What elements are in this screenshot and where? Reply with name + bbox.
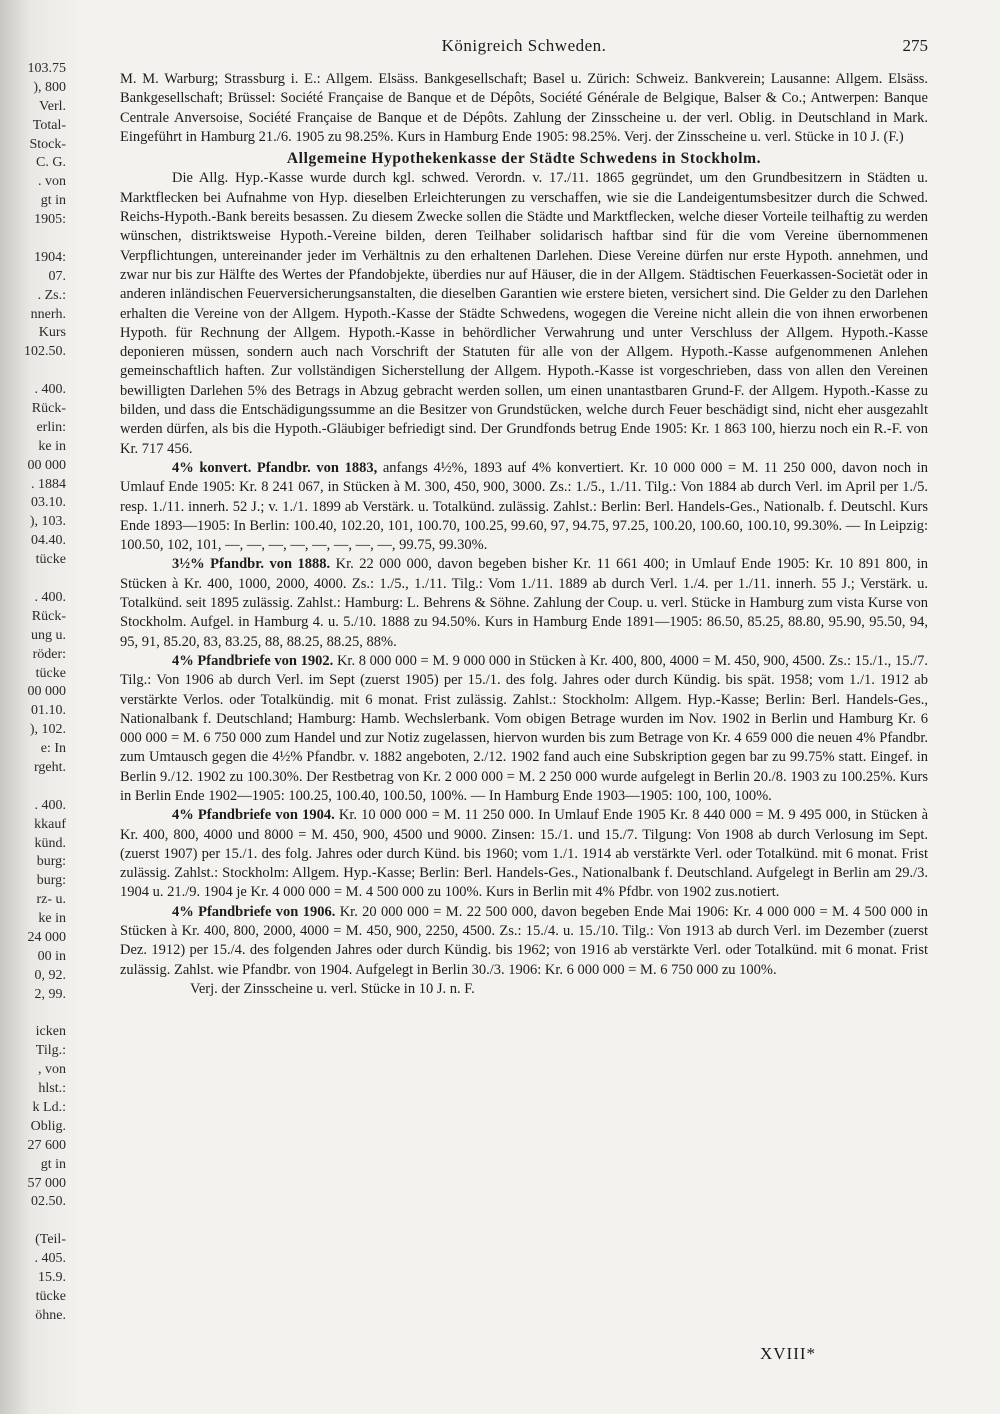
- margin-fragment: Tilg.:: [35, 1043, 66, 1059]
- loan-text: Kr. 22 000 000, davon begeben bisher Kr. 11 661 400; in Umlauf Ende 1905: Kr. 10 891 800, in Stücken à Kr. 400, 1000, 2000, 4000. Zs.: 1./5., 1./11. Tilg.: Vom 1./11. 1889 ab durch Verl. 1./4. per 1./11. innerh. 55 J.; Verstärk. u. Totalkünd. seit 1895 zulässig. Zahlst.: Hamburg: L. Behrens & Söhne. Zahlung der Coup. u. verl. Stücke in Hamburg zum vista Kurse von Stockholm. Aufgel. in Hamburg 4. u. 5./10. 1888 zu 94.50%. Kurs in Hamburg Ende 1891—1905: 86.50, 85.25, 88.80, 95.90, 95.50, 94, 95, 91, 85.20, 83, 83.25, 88, 88.25, 88.25, 88%.: [120, 556, 928, 650]
- signature-mark: XVIII*: [760, 1344, 817, 1363]
- margin-fragment: e: In: [40, 741, 66, 757]
- loan-heading: 3½% Pfandbr. von 1888.: [172, 556, 331, 573]
- margin-fragment: [0, 1212, 66, 1231]
- intro-paragraph: M. M. Warburg; Strassburg i. E.: Allgem. Elsäss. Bankgesellschaft; Basel u. Zürich: Schweiz. Bankverein; Lausanne: Allgem. Elsäss. Bankgesellschaft; Brüssel: Société Française de Banque et de Dépôts, Société Générale de Belgique, Balser & Co.; Antwerpen: Banque Centrale Anversoise, Société Française de Banque et de Dépôts. Zahlung der Zinsscheine u. der verl. Oblig. in Deutschland in Mark. Eingeführt in Hamburg 21./6. 1905 zu 98.25%. Kurs in Hamburg Ende 1905: 98.25%. Verj. der Zinsscheine u. verl. Stücke in 10 J. (F.): [120, 71, 928, 145]
- loan-text: Kr. 10 000 000 = M. 11 250 000. In Umlauf Ende 1905 Kr. 8 440 000 = M. 9 495 000, in Stücken à Kr. 400, 800, 4000 und 8000 = M. 450, 900, 4500 und 9000. Zinsen: 15./1. und 15./7. Tilgung: Von 1908 ab durch Verlosung im Sept. (zuerst 1907) per 15./1. des folg. Jahres oder durch Künd. bis 1960; vom 1./1. 1914 ab verstärkte Verl. oder Totalkünd. mit 6 monat. Frist zulässig. Zahlst.: Stockholm: Allgem. Hyp.-Kasse; Berlin: Berl. Handels-Ges., Nationalbank f. Deutschland. Aufgelegt in Berlin am 29./3. 1904 u. 21./9. 1904 je Kr. 4 000 000 = M. 4 500 000 zu 100%. Kurs in Berlin mit 4% Pfdbr. von 1902 zus.notiert.: [120, 807, 928, 901]
- margin-fragment: öhne.: [35, 1307, 66, 1323]
- margin-fragment: . 400.: [34, 589, 66, 605]
- loan-entry: [120, 459, 928, 555]
- margin-fragment: ), 102.: [29, 722, 66, 738]
- margin-fragment: C. G.: [36, 155, 66, 171]
- margin-fragment: hlst.:: [38, 1081, 66, 1097]
- margin-fragment: k Ld.:: [32, 1099, 66, 1115]
- loan-text: anfangs 4½%, 1893 auf 4% konvertiert. Kr. 10 000 000 = M. 11 250 000, davon noch in Umlauf Ende 1905: Kr. 8 241 067, in Stücken à M. 300, 450, 900, 3000. Zs.: 1./5., 1./11. Tilg.: Von 1884 ab durch Verl. im April per 1./5. resp. 1./11. innerh. 52 J.; v. 1./1. 1899 ab Verstärk. u. Totalkünd. zulässig. Zahlst.: Berlin: Berl. Handels-Ges., Nationalb. f. Deutschl. Kurs Ende 1893—1905: In Berlin: 100.40, 102.20, 101, 100.70, 100.25, 99.60, 97, 94.75, 97.25, 100.20, 100.60, 100.10, 99.30%. — In Leipzig: 100.50, 102, 101, —, —, —, —, —, —, —, —, 99.75, 99.30%.: [120, 459, 928, 554]
- closing-note: Verj. der Zinsscheine u. verl. Stücke in 10 J. n. F.: [190, 980, 475, 997]
- margin-fragment: erlin:: [36, 419, 66, 435]
- margin-fragment: rgeht.: [33, 759, 66, 775]
- loan-entry: [120, 806, 928, 902]
- running-title: Königreich Schweden.: [441, 36, 607, 55]
- margin-fragment: [0, 570, 66, 589]
- loan-text: Kr. 8 000 000 = M. 9 000 000 in Stücken à Kr. 400, 800, 4000 = M. 450, 900, 4500. Zs.: 15./1., 15./7. Tilg.: Von 1906 ab durch Verl. im Sept (zuerst 1905) per 15./1. des folg. Jahres oder durch Kündig. bis spät. 1958; vom 1./1. 1912 ab verstärkte Verlos. oder Totalkündig. mit 6 monat. Frist zulässig. Zahlst.: Stockholm: Allgem. Hyp.-Kasse; Berlin: Berl. Handels-Ges., Nationalbank f. Deutschland; Hamburg: Hamb. Wechslerbank. Vom obigen Betrage wurden im Nov. 1902 in Berlin und Hamburg Kr. 6 000 000 = M. 6 750 000 zum Handel und zur Notiz zugelassen, hiervon wurden bis zum Betrage von Kr. 4 659 000 die neuen 4% Pfandbr. zum Umtausch gegen die 4½% Pfandbr. v. 1882 angeboten, 2./12. 1902 fand auch eine Subskription gegen bar zu 99.75% statt. Eingef. in Berlin 9./12. 1902 zu 100.30%. Der Restbetrag von Kr. 2 000 000 = M. 2 250 000 wurde aufgelegt in Berlin 20./8. 1903 zu 100.25%. Kurs in Berlin Ende 1902—1905: 100.25, 100.40, 100.50, 100%. — In Hamburg Ende 1903—1905: 100, 100, 100%.: [120, 652, 929, 804]
- margin-fragment: nnerh.: [30, 306, 66, 322]
- margin-fragment: Stock-: [29, 136, 66, 152]
- page-number: 275: [902, 36, 928, 55]
- margin-fragment: [0, 1005, 66, 1024]
- margin-fragment: (Teil-: [35, 1232, 66, 1248]
- margin-fragment: 1905:: [34, 212, 66, 228]
- margin-fragment: 103.75: [27, 61, 66, 76]
- loan-heading: 4% Pfandbriefe von 1904.: [172, 807, 335, 824]
- margin-fragment: 00 000: [27, 457, 66, 473]
- margin-fragment: burg:: [36, 854, 66, 870]
- margin-fragment: 102.50.: [24, 344, 66, 360]
- margin-fragment: kkauf: [34, 816, 66, 832]
- margin-fragment: 02.50.: [31, 1194, 66, 1210]
- margin-fragment: 00 in: [37, 948, 66, 964]
- margin-fragment: tücke: [35, 552, 66, 568]
- loan-heading: 4% Pfandbriefe von 1906.: [172, 903, 336, 920]
- loan-heading: 4% konvert. Pfandbr. von 1883,: [172, 459, 378, 476]
- margin-fragment: . Zs.:: [37, 287, 66, 303]
- margin-fragment: 0, 92.: [34, 967, 66, 983]
- margin-fragment: Total-: [32, 117, 66, 133]
- margin-fragment: 2, 99.: [34, 986, 66, 1002]
- margin-fragment: [0, 778, 66, 797]
- margin-fragment: Oblig.: [30, 1118, 66, 1134]
- margin-fragment: röder:: [32, 646, 66, 662]
- margin-fragment: ke in: [38, 911, 66, 927]
- loan-entry: [120, 555, 928, 651]
- margin-fragment: Rück-: [31, 608, 66, 624]
- margin-fragment: 1904:: [34, 249, 66, 265]
- margin-fragment: Rück-: [31, 401, 66, 417]
- loan-text: Kr. 20 000 000 = M. 22 500 000, davon begeben Ende Mai 1906: Kr. 4 000 000 = M. 4 500 000 in Stücken à Kr. 400, 800, 2000, 4000 = M. 450, 900, 2250, 4500. Zs.: 15./4. u. 15./10. Tilg.: Von 1913 ab durch Verl. im Dezember (zuerst Dez. 1912) per 15./4. des folgenden Jahres oder durch Kündig. bis 1962; von 1916 ab verstärkte Verl. oder Totalkünd. mit 6 monat. Frist zulässig. Zahlst. wie Pfandbr. von 1904. Aufgelegt in Berlin 30./3. 1906: Kr. 6 000 000 = M. 6 750 000 zu 100%.: [120, 903, 929, 978]
- margin-fragment: . 400.: [34, 382, 66, 398]
- margin-fragment: . 405.: [34, 1251, 66, 1267]
- margin-fragment: rz- u.: [36, 892, 66, 908]
- margin-fragment: . 400.: [34, 797, 66, 813]
- margin-fragment: ung u.: [31, 627, 66, 643]
- margin-fragment: tücke: [35, 1288, 66, 1304]
- margin-fragment: 15.9.: [38, 1270, 66, 1285]
- margin-fragment: ke in: [38, 438, 66, 454]
- section-body-paragraph: Die Allg. Hyp.-Kasse wurde durch kgl. schwed. Verordn. v. 17./11. 1865 gegründet, um den Grundbesitzern in Städten u. Marktflecken bei Aufnahme von Hyp. dieselben Erleichterungen zu verschaffen, wie sie die Landeigentumsbesitzer durch die Schwed. Reichs-Hypoth.-Bank bereits besassen. Zu diesem Zwecke sollen die Städte und Marktflecken, welche dieser Vorteile teilhaftig zu werden wünschen, distriktsweise Hypoth.-Vereine bilden, deren Teilhaber solidarisch haftbar sind für die vom Vereine übernommenen Verpflichtungen, untereinander jeder im Verhältnis zu den erhaltenen Darlehen. Diese Vereine dürfen nur erste Hypoth. annehmen, und zwar nur bis zur Hälfte des Wertes der Pfandobjekte, überdies nur auf Häuser, die in der Allgem. Städtischen Feuerkassen-Societät oder in anderen inländischen Feuerversicherungsanstalten, die dieselben Garantien wie erstere bieten, versichert sind. Die Gelder zu den Darlehen erhalten die Vereine von der Allgem. Hypoth.-Kasse der Städte Schwedens, wogegen die Vereine nicht allein die von ihnen erworbenen Hypoth. für Rechnung der Allgem. Hypoth.-Kasse in behördlicher Verwahrung und unter Verschluss der Allgem. Hypoth.-Kasse deponieren müssen, sondern auch nach Vorschrift der Statuten für alle von der Allgem. Hypoth.-Kasse aufgenommenen Anlehen gemeinschaftlich haften. Zur vollständigen Sicherstellung der Allgem. Hypoth.-Kasse ist vorgeschrieben, dass von allen den Vereinen bewilligten Darlehen 5% des Betrags in Abzug gebracht werden sollen, um einen unantastbaren Grund-F. der Allgem. Hypoth.-Kasse zu bilden, und dass die Entschädigungssumme an die Besitzer von Grundstücken, welche durch Feuer beschädigt sind, nicht eher ausgezahlt werden dürfen, als bis die Hypoth.-Gläubiger befriedigt sind. Der Grundfonds betrug Ende 1905: Kr. 1 863 100, hierzu noch ein R.-F. von Kr. 717 456.: [120, 170, 928, 457]
- margin-fragment: [0, 362, 66, 381]
- margin-fragment: 07.: [48, 268, 66, 284]
- margin-fragment: 04.40.: [31, 533, 66, 549]
- margin-fragment: 00 000: [27, 684, 66, 700]
- margin-fragment: . 1884: [31, 476, 66, 492]
- margin-fragment: 57 000: [27, 1175, 66, 1191]
- margin-fragment: künd.: [34, 835, 66, 851]
- margin-fragment: , von: [38, 1062, 66, 1078]
- section-heading: Allgemeine Hypothekenkasse der Städte Schwedens in Stockholm.: [286, 150, 762, 168]
- loan-entry: [120, 652, 928, 806]
- margin-fragment: Kurs: [38, 325, 66, 341]
- margin-fragment: burg:: [36, 873, 66, 889]
- margin-fragment: ), 103.: [29, 514, 66, 530]
- margin-fragment: ), 800: [33, 79, 66, 95]
- margin-fragment: gt in: [40, 193, 66, 209]
- loan-entries: [120, 459, 928, 980]
- margin-fragment: 24 000: [27, 929, 66, 945]
- loan-heading: 4% Pfandbriefe von 1902.: [172, 652, 334, 669]
- margin-fragment: 27 600: [27, 1137, 66, 1153]
- margin-fragment: 03.10.: [31, 495, 66, 511]
- loan-entry: [120, 903, 928, 980]
- page-header: [120, 36, 928, 58]
- facing-page-margin-text: [0, 60, 66, 1326]
- margin-fragment: icken: [35, 1024, 66, 1040]
- margin-fragment: . von: [38, 174, 66, 190]
- margin-fragment: Verl.: [39, 98, 66, 114]
- margin-fragment: [0, 230, 66, 249]
- main-text: [120, 70, 928, 999]
- margin-fragment: tücke: [35, 665, 66, 681]
- margin-fragment: 01.10.: [31, 703, 66, 719]
- margin-fragment: gt in: [40, 1156, 66, 1172]
